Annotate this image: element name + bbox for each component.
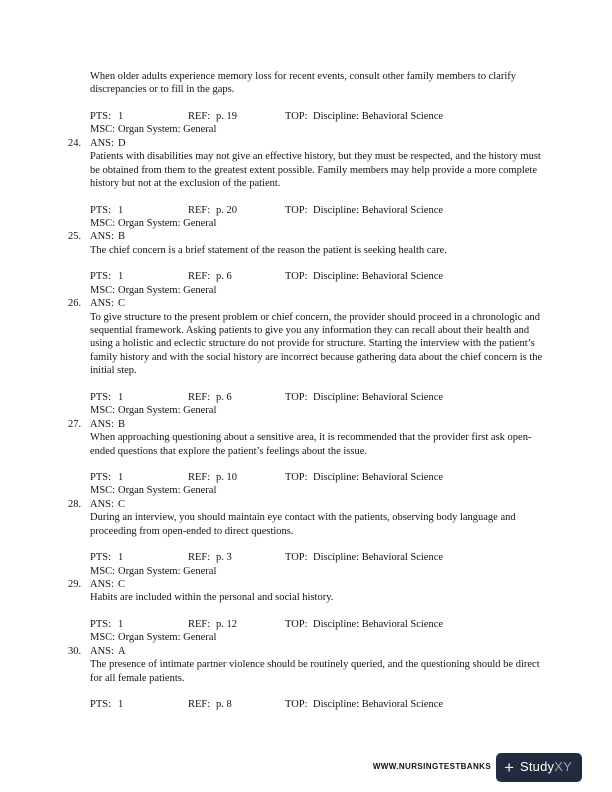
msc-label: MSC:: [90, 565, 116, 577]
brand-study: Study: [520, 758, 555, 774]
explanation-text: To give structure to the present problem or chief concern, the provider should proceed in a chronologic and sequential framework. Asking patients to give you any information they can recall about their health and using a holistic and eclectic structure do not provide for structure. Starting the interview with the patient’s family history and with the social history are incorrect because gathering data about the chief concern is the initial step.: [90, 311, 543, 377]
ref-value: p. 19: [216, 110, 237, 122]
msc-value: Organ System: General: [118, 565, 217, 577]
pts-value: 1: [118, 618, 124, 630]
msc-label: MSC:: [90, 405, 116, 417]
answer-entry: [68, 137, 544, 231]
pts-value: 1: [118, 110, 124, 122]
msc-label: MSC:: [90, 485, 116, 497]
answer-entry: [68, 70, 544, 137]
entry-number: 28.: [68, 498, 82, 510]
ref-label: REF:: [188, 391, 211, 403]
answer-entry: [68, 645, 544, 712]
top-value: Discipline: Behavioral Science: [313, 204, 444, 216]
ref-label: REF:: [188, 618, 211, 630]
entry-number: 26.: [68, 298, 82, 310]
pts-value: 1: [118, 699, 124, 711]
ans-value: A: [118, 645, 126, 657]
ref-value: p. 6: [216, 391, 232, 403]
pts-label: PTS:: [90, 391, 112, 403]
top-label: TOP:: [285, 471, 308, 483]
entry-meta: [90, 551, 544, 578]
top-label: TOP:: [285, 271, 308, 283]
top-label: TOP:: [285, 699, 308, 711]
top-value: Discipline: Behavioral Science: [313, 552, 444, 564]
top-label: TOP:: [285, 110, 308, 122]
explanation-text: When older adults experience memory loss for recent events, consult other family members to clarify discrepancies or to fill in the gaps.: [90, 71, 516, 96]
entry-meta: [90, 110, 544, 137]
answer-entry: [68, 578, 544, 645]
ans-value: D: [118, 137, 126, 149]
answer-entry: [68, 297, 544, 418]
msc-value: Organ System: General: [118, 284, 217, 296]
entry-number: 27.: [68, 418, 82, 430]
ref-value: p. 20: [216, 204, 237, 216]
top-value: Discipline: Behavioral Science: [313, 391, 444, 403]
ans-label: ANS:: [90, 137, 114, 149]
msc-value: Organ System: General: [118, 632, 217, 644]
top-value: Discipline: Behavioral Science: [313, 471, 444, 483]
entry-number: 25.: [68, 231, 82, 243]
explanation-text: When approaching questioning about a sensitive area, it is recommended that the provider first ask open-ended questions that explore the patient’s feelings about the issue.: [90, 432, 532, 457]
ans-label: ANS:: [90, 645, 114, 657]
ref-label: REF:: [188, 271, 211, 283]
site-url-text: WWW.NURSINGTESTBANKS: [372, 762, 492, 772]
pts-label: PTS:: [90, 552, 112, 564]
msc-value: Organ System: General: [118, 124, 217, 136]
ans-value: B: [118, 231, 126, 243]
pts-value: 1: [118, 552, 124, 564]
explanation-text: The presence of intimate partner violence should be routinely queried, and the questioning should be direct for all female patients.: [90, 659, 540, 684]
answer-entry: [68, 498, 544, 578]
entry-meta: [90, 698, 544, 711]
pts-label: PTS:: [90, 204, 112, 216]
top-value: Discipline: Behavioral Science: [313, 618, 444, 630]
ans-label: ANS:: [90, 498, 114, 510]
msc-value: Organ System: General: [118, 217, 217, 229]
top-value: Discipline: Behavioral Science: [313, 699, 444, 711]
studyxy-logo: [496, 753, 582, 782]
pts-label: PTS:: [90, 471, 112, 483]
top-label: TOP:: [285, 204, 308, 216]
msc-label: MSC:: [90, 217, 116, 229]
explanation-text: During an interview, you should maintain eye contact with the patients, observing body language and proceeding from open-ended to direct questions.: [90, 512, 516, 537]
page-content: [68, 70, 544, 712]
msc-value: Organ System: General: [118, 405, 217, 417]
explanation-text: Patients with disabilities may not give an effective history, but they must be respected, and the history must be obtained from them to the greatest extent possible. Family members may help provide a more complete history but not at the exclusion of the patient.: [90, 151, 541, 190]
explanation-text: The chief concern is a brief statement of the reason the patient is seeking health care.: [90, 244, 447, 256]
entry-number: 29.: [68, 579, 82, 590]
pts-value: 1: [118, 391, 124, 403]
entry-meta: [90, 391, 544, 418]
ans-label: ANS:: [90, 579, 114, 590]
explanation-text: Habits are included within the personal and social history.: [90, 592, 334, 604]
ref-value: p. 3: [216, 552, 232, 564]
pts-value: 1: [118, 271, 124, 283]
pts-label: PTS:: [90, 271, 112, 283]
pts-label: PTS:: [90, 618, 112, 630]
top-label: TOP:: [285, 618, 308, 630]
brand-text: [520, 759, 572, 776]
ref-label: REF:: [188, 552, 211, 564]
ref-value: p. 6: [216, 271, 232, 283]
entry-meta: [90, 618, 544, 645]
ans-label: ANS:: [90, 298, 114, 310]
entry-number: 24.: [68, 137, 82, 149]
pts-value: 1: [118, 471, 124, 483]
ans-value: B: [118, 418, 126, 430]
ref-label: REF:: [188, 110, 211, 122]
top-label: TOP:: [285, 391, 308, 403]
ref-label: REF:: [188, 699, 211, 711]
entry-meta: [90, 270, 544, 297]
plus-icon: +: [504, 757, 514, 777]
entry-meta: [90, 204, 544, 231]
ref-label: REF:: [188, 204, 211, 216]
ref-value: p. 10: [216, 471, 237, 483]
top-label: TOP:: [285, 552, 308, 564]
pts-value: 1: [118, 204, 124, 216]
page-footer: [373, 753, 582, 782]
ans-label: ANS:: [90, 231, 114, 243]
msc-label: MSC:: [90, 284, 116, 296]
ref-value: p. 8: [216, 699, 232, 711]
top-value: Discipline: Behavioral Science: [313, 110, 444, 122]
ans-value: C: [118, 579, 126, 590]
answer-entry: [68, 418, 544, 498]
answer-entry: [68, 230, 544, 297]
brand-xy: XY: [554, 758, 572, 774]
ref-value: p. 12: [216, 618, 237, 630]
pts-label: PTS:: [90, 699, 112, 711]
top-value: Discipline: Behavioral Science: [313, 271, 444, 283]
ans-label: ANS:: [90, 418, 114, 430]
pts-label: PTS:: [90, 110, 112, 122]
msc-label: MSC:: [90, 632, 116, 644]
ans-value: C: [118, 498, 126, 510]
entry-number: 30.: [68, 645, 82, 657]
entry-meta: [90, 471, 544, 498]
msc-value: Organ System: General: [118, 485, 217, 497]
ref-label: REF:: [188, 471, 211, 483]
ans-value: C: [118, 298, 126, 310]
msc-label: MSC:: [90, 124, 116, 136]
